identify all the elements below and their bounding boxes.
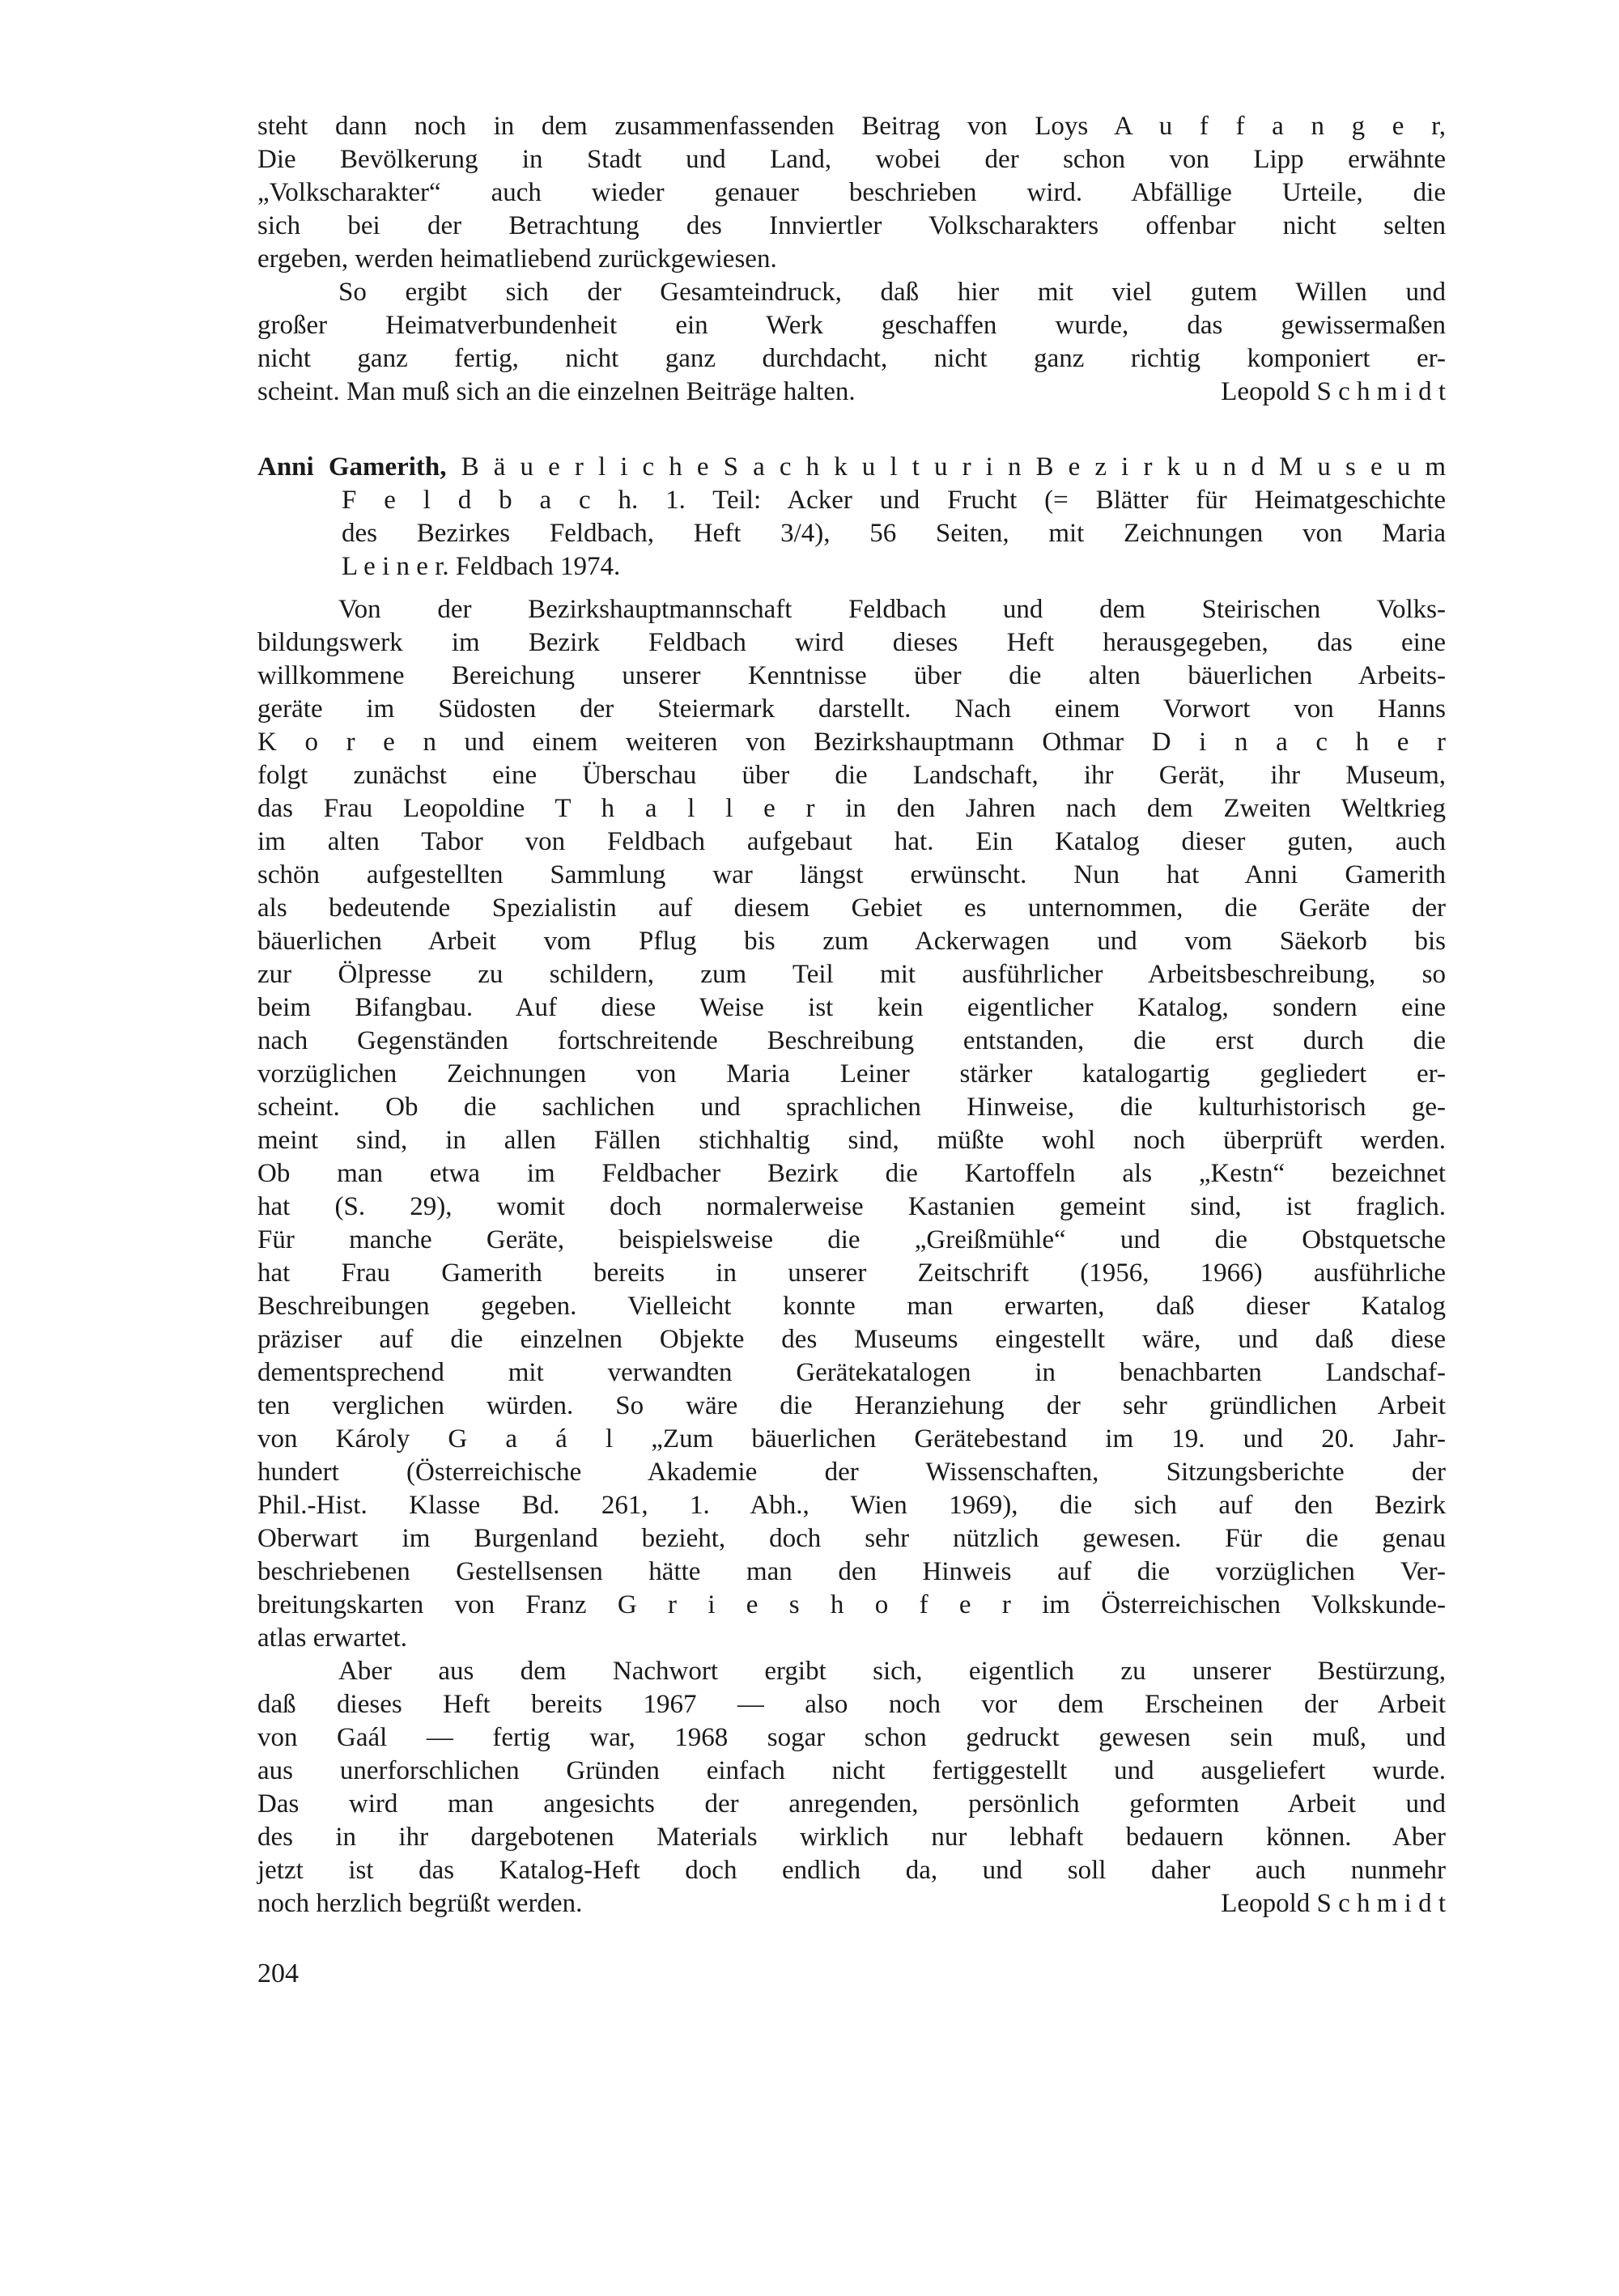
text-line: F e l d b a c h. 1. Teil: Acker und Frucht (= Blätter für Heimatgeschichte: [342, 486, 1446, 515]
text-line: zur Ölpresse zu schildern, zum Teil mit ausführlicher Arbeitsbeschreibung, so: [257, 960, 1446, 989]
review-body-paragraph: [257, 593, 1446, 1655]
bibliography-first-line: [257, 451, 1446, 484]
text-line: nach Gegenständen fortschreitende Beschreibung entstanden, die erst durch die: [257, 1026, 1446, 1055]
text-line: des Bezirkes Feldbach, Heft 3/4), 56 Seiten, mit Zeichnungen von Maria: [342, 519, 1446, 548]
paragraph-lines: [257, 1655, 1446, 1887]
text-line: sich bei der Betrachtung des Innviertler Volkscharakters offenbar nicht selten: [257, 211, 1446, 240]
bibliography-author: Anni Gamerith,: [257, 452, 447, 482]
reviewer-signature: Leopold S c h m i d t: [1221, 377, 1446, 406]
text-line: hat Frau Gamerith bereits in unserer Zeitschrift (1956, 1966) ausführliche: [257, 1258, 1446, 1288]
continuation-paragraph: [257, 110, 1446, 276]
conclusion-paragraph: [257, 276, 1446, 409]
text-line: von Károly G a á l „Zum bäuerlichen Gerätebestand im 19. und 20. Jahr-: [257, 1424, 1446, 1454]
paragraph-lines: [257, 276, 1446, 376]
text-line: Oberwart im Burgenland bezieht, doch sehr nützlich gewesen. Für die genau: [257, 1524, 1446, 1553]
text-line: Phil.-Hist. Klasse Bd. 261, 1. Abh., Wien 1969), die sich auf den Bezirk: [257, 1491, 1446, 1520]
paragraph-lines: [257, 593, 1446, 1622]
text-line: dementsprechend mit verwandten Gerätekatalogen in benachbarten Landschaf-: [257, 1358, 1446, 1387]
text-line: Aber aus dem Nachwort ergibt sich, eigentlich zu unserer Bestürzung,: [338, 1657, 1446, 1686]
text-line: des in ihr dargebotenen Materials wirklich nur lebhaft bedauern können. Aber: [257, 1823, 1446, 1852]
bibliography-title-spaced: B ä u e r l i c h e S a c h k u l t u r i n B e z i r k u n d M u s e u m: [446, 452, 1447, 482]
text-line: „Volkscharakter“ auch wieder genauer beschrieben wird. Abfällige Urteile, die: [257, 178, 1446, 207]
text-line: daß dieses Heft bereits 1967 — also noch vor dem Erscheinen der Arbeit: [257, 1690, 1446, 1719]
text-line: breitungskarten von Franz G r i e s h o f e r im Österreichischen Volkskunde-: [257, 1590, 1446, 1619]
text-line: Das wird man angesichts der anregenden, persönlich geformten Arbeit und: [257, 1789, 1446, 1819]
bibliography-entry: [257, 451, 1446, 584]
text-line: von Gaál — fertig war, 1968 sogar schon gedruckt gewesen sein muß, und: [257, 1723, 1446, 1752]
text-line: ten verglichen würden. So wäre die Heranziehung der sehr gründlichen Arbeit: [257, 1391, 1446, 1420]
signature-line-text: noch herzlich begrüßt werden.: [257, 1889, 583, 1918]
page-number: 204: [257, 1959, 299, 1988]
text-line: bildungswerk im Bezirk Feldbach wird dieses Heft herausgegeben, das eine: [257, 628, 1446, 657]
paragraph-lines: [257, 110, 1446, 243]
text-line: atlas erwartet.: [257, 1623, 408, 1653]
bibliography-last-line: L e i n e r. Feldbach 1974.: [342, 552, 621, 581]
text-line: meint sind, in allen Fällen stichhaltig sind, müßte wohl noch überprüft werden.: [257, 1126, 1446, 1155]
text-line: vorzüglichen Zeichnungen von Maria Leiner stärker katalogartig gegliedert er-: [257, 1059, 1446, 1089]
text-line: bäuerlichen Arbeit vom Pflug bis zum Ackerwagen und vom Säekorb bis: [257, 927, 1446, 956]
text-line: großer Heimatverbundenheit ein Werk geschaffen wurde, das gewissermaßen: [257, 311, 1446, 340]
text-line: Beschreibungen gegeben. Vielleicht konnte man erwarten, daß dieser Katalog: [257, 1292, 1446, 1321]
text-line: So ergibt sich der Gesamteindruck, daß hier mit viel gutem Willen und: [338, 278, 1446, 307]
text-block: [257, 110, 1446, 1920]
signature-line: [257, 1887, 1446, 1920]
text-line: nicht ganz fertig, nicht ganz durchdacht, nicht ganz richtig komponiert er-: [257, 344, 1446, 373]
text-line: Für manche Geräte, beispielsweise die „Greißmühle“ und die Obstquetsche: [257, 1225, 1446, 1254]
bibliography-detail-lines: [257, 484, 1446, 550]
text-line: folgt zunächst eine Überschau über die Landschaft, ihr Gerät, ihr Museum,: [257, 761, 1446, 790]
text-line: aus unerforschlichen Gründen einfach nicht fertiggestellt und ausgeliefert wurde.: [257, 1756, 1446, 1785]
text-line: schön aufgestellten Sammlung war längst erwünscht. Nun hat Anni Gamerith: [257, 860, 1446, 889]
text-line: Von der Bezirkshauptmannschaft Feldbach und dem Steirischen Volks-: [338, 595, 1446, 624]
text-line: Ob man etwa im Feldbacher Bezirk die Kartoffeln als „Kestn“ bezeichnet: [257, 1159, 1446, 1188]
text-line: willkommene Bereichung unserer Kenntnisse über die alten bäuerlichen Arbeits-: [257, 661, 1446, 690]
text-line: als bedeutende Spezialistin auf diesem Gebiet es unternommen, die Geräte der: [257, 893, 1446, 923]
text-line: hundert (Österreichische Akademie der Wissenschaften, Sitzungsberichte der: [257, 1458, 1446, 1487]
signature-line: [257, 376, 1446, 409]
text-line: beschriebenen Gestellsensen hätte man den Hinweis auf die vorzüglichen Ver-: [257, 1557, 1446, 1586]
text-line: ergeben, werden heimatliebend zurückgewiesen.: [257, 244, 777, 274]
text-line: im alten Tabor von Feldbach aufgebaut hat. Ein Katalog dieser guten, auch: [257, 827, 1446, 856]
text-line: beim Bifangbau. Auf diese Weise ist kein eigentlicher Katalog, sondern eine: [257, 993, 1446, 1022]
reviewer-signature: Leopold S c h m i d t: [1221, 1889, 1446, 1918]
text-line: steht dann noch in dem zusammenfassenden Beitrag von Loys A u f f a n g e r,: [257, 112, 1446, 141]
text-line: Die Bevölkerung in Stadt und Land, wobei der schon von Lipp erwähnte: [257, 145, 1446, 174]
text-line: präziser auf die einzelnen Objekte des Museums eingestellt wäre, und daß diese: [257, 1325, 1446, 1354]
text-line: scheint. Ob die sachlichen und sprachlichen Hinweise, die kulturhistorisch ge-: [257, 1093, 1446, 1122]
text-line: geräte im Südosten der Steiermark darstellt. Nach einem Vorwort von Hanns: [257, 694, 1446, 724]
text-line: jetzt ist das Katalog-Heft doch endlich da, und soll daher auch nunmehr: [257, 1856, 1446, 1885]
closing-paragraph: [257, 1655, 1446, 1920]
signature-line-text: scheint. Man muß sich an die einzelnen Beiträge halten.: [257, 377, 856, 406]
text-line: K o r e n und einem weiteren von Bezirkshauptmann Othmar D i n a c h e r: [257, 728, 1446, 757]
text-line: das Frau Leopoldine T h a l l e r in den Jahren nach dem Zweiten Weltkrieg: [257, 794, 1446, 823]
text-line: hat (S. 29), womit doch normalerweise Kastanien gemeint sind, ist fraglich.: [257, 1192, 1446, 1221]
